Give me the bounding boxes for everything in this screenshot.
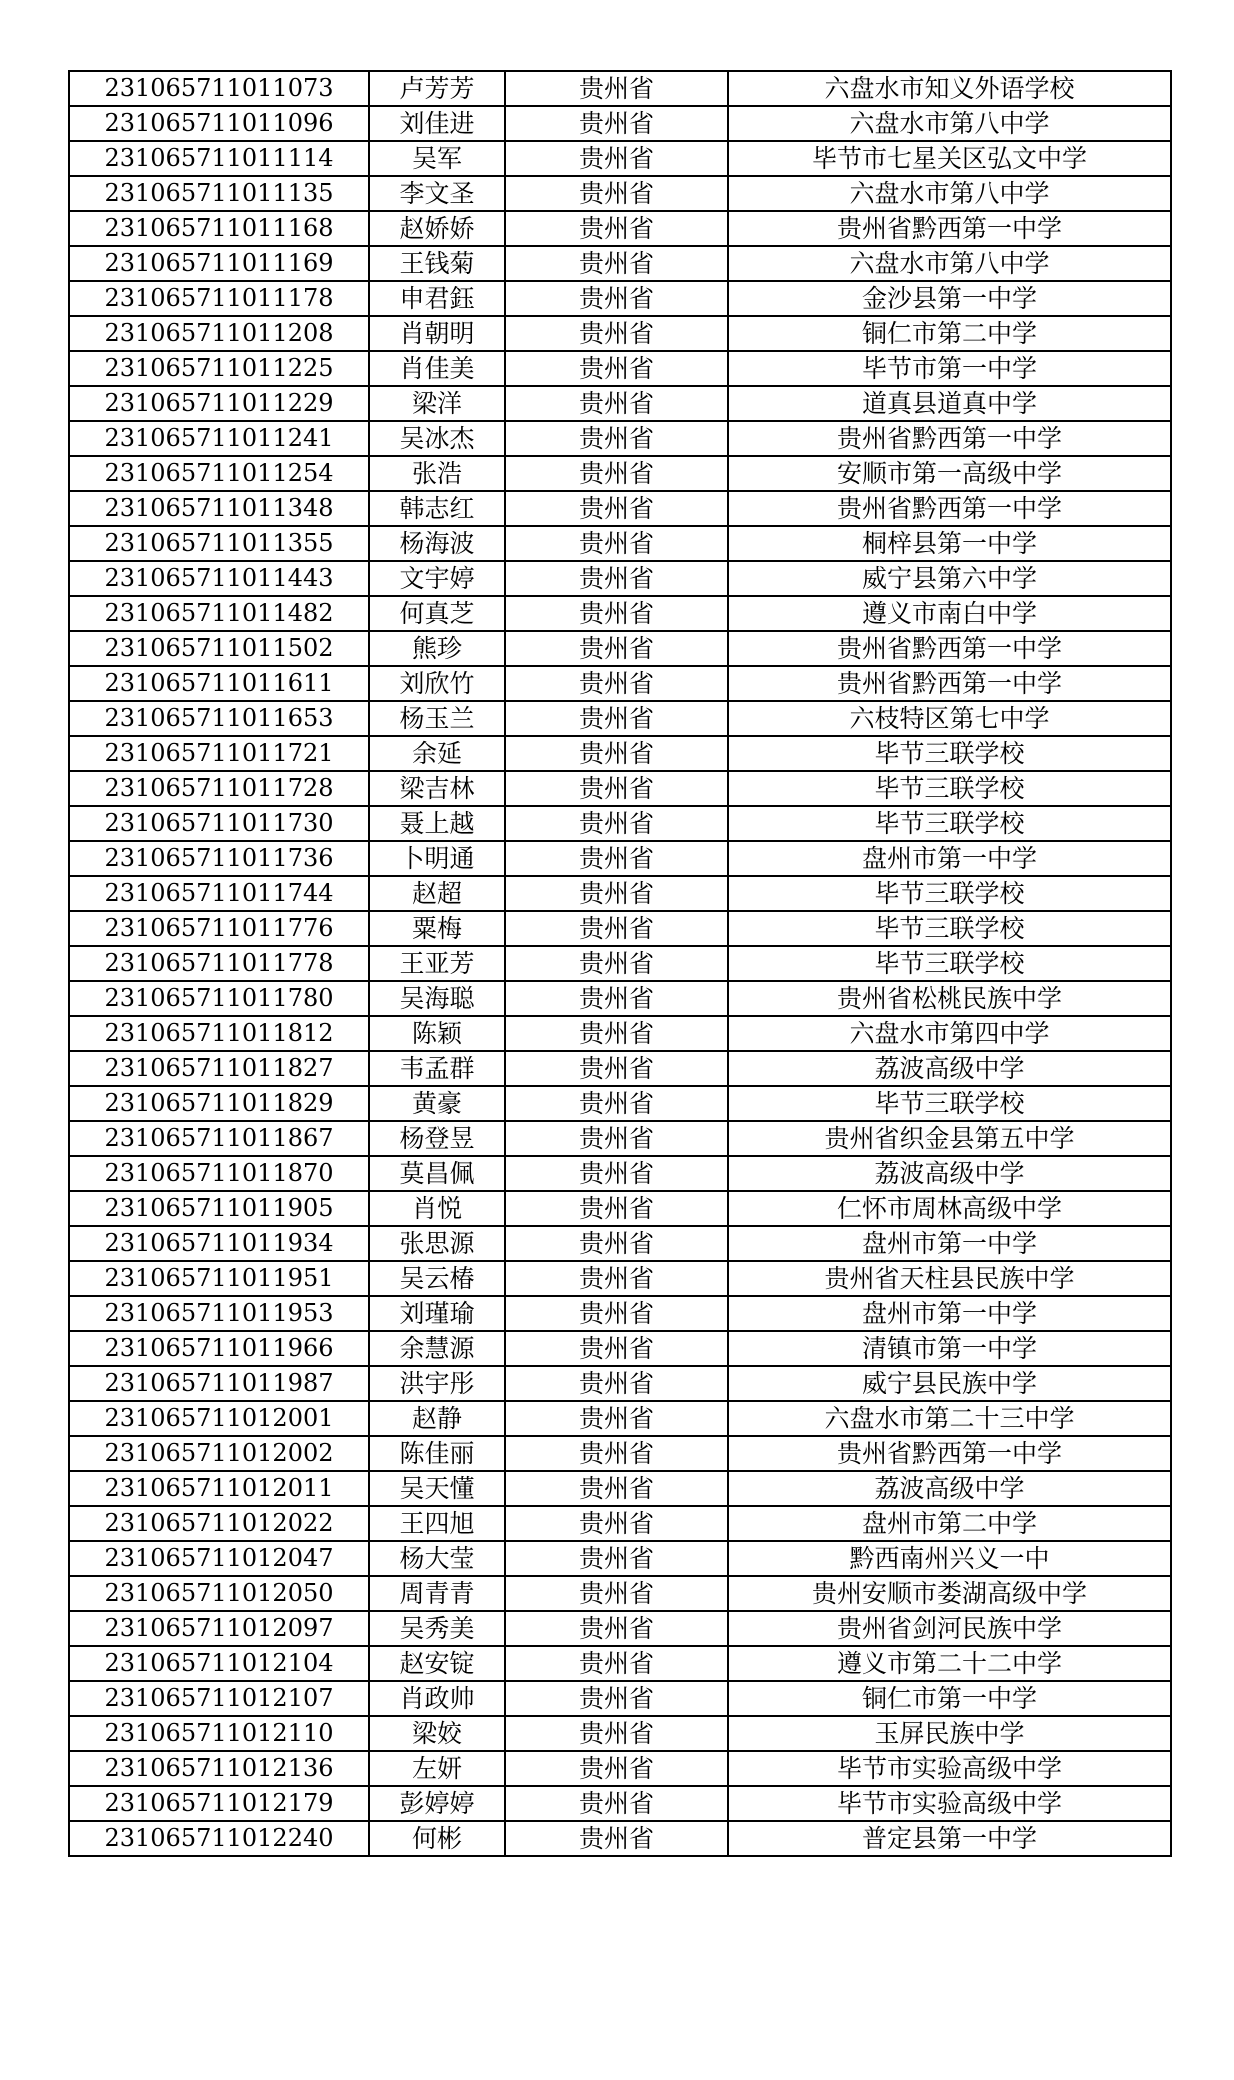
province-cell: 贵州省 (505, 281, 728, 316)
student-name-cell: 左妍 (369, 1751, 505, 1786)
province-cell: 贵州省 (505, 806, 728, 841)
province-cell: 贵州省 (505, 141, 728, 176)
student-name-cell: 刘佳进 (369, 106, 505, 141)
school-cell: 玉屏民族中学 (728, 1716, 1171, 1751)
school-cell: 铜仁市第一中学 (728, 1681, 1171, 1716)
table-row (69, 106, 1171, 141)
table-row (69, 1226, 1171, 1261)
school-cell: 荔波高级中学 (728, 1471, 1171, 1506)
table-row (69, 1716, 1171, 1751)
student-name-cell: 赵安锭 (369, 1646, 505, 1681)
table-row (69, 1401, 1171, 1436)
table-row (69, 1821, 1171, 1856)
table-row (69, 456, 1171, 491)
school-cell: 毕节三联学校 (728, 946, 1171, 981)
province-cell: 贵州省 (505, 351, 728, 386)
school-cell: 六盘水市第八中学 (728, 246, 1171, 281)
school-cell: 六枝特区第七中学 (728, 701, 1171, 736)
table-row (69, 1436, 1171, 1471)
candidate-id-cell: 231065711012110 (69, 1716, 369, 1751)
table-row (69, 1086, 1171, 1121)
province-cell: 贵州省 (505, 1541, 728, 1576)
table-row (69, 736, 1171, 771)
school-cell: 铜仁市第二中学 (728, 316, 1171, 351)
student-name-cell: 杨海波 (369, 526, 505, 561)
student-name-cell: 熊珍 (369, 631, 505, 666)
school-cell: 毕节三联学校 (728, 911, 1171, 946)
table-row (69, 1611, 1171, 1646)
province-cell: 贵州省 (505, 421, 728, 456)
table-row (69, 841, 1171, 876)
school-cell: 威宁县第六中学 (728, 561, 1171, 596)
candidate-id-cell: 231065711012047 (69, 1541, 369, 1576)
candidate-id-cell: 231065711011114 (69, 141, 369, 176)
candidate-id-cell: 231065711011178 (69, 281, 369, 316)
school-cell: 威宁县民族中学 (728, 1366, 1171, 1401)
school-cell: 桐梓县第一中学 (728, 526, 1171, 561)
student-name-cell: 刘欣竹 (369, 666, 505, 701)
table-row (69, 596, 1171, 631)
student-name-cell: 吴天懂 (369, 1471, 505, 1506)
candidate-id-cell: 231065711011744 (69, 876, 369, 911)
candidate-id-cell: 231065711011502 (69, 631, 369, 666)
province-cell: 贵州省 (505, 176, 728, 211)
school-cell: 毕节市第一中学 (728, 351, 1171, 386)
student-name-cell: 李文圣 (369, 176, 505, 211)
table-row (69, 1121, 1171, 1156)
student-name-cell: 何真芝 (369, 596, 505, 631)
table-row (69, 386, 1171, 421)
table-row (69, 1506, 1171, 1541)
table-row (69, 771, 1171, 806)
candidate-id-cell: 231065711011355 (69, 526, 369, 561)
table-row (69, 1541, 1171, 1576)
candidate-id-cell: 231065711011736 (69, 841, 369, 876)
candidate-id-cell: 231065711011966 (69, 1331, 369, 1366)
student-name-cell: 莫昌佩 (369, 1156, 505, 1191)
table-row (69, 631, 1171, 666)
table-row (69, 1296, 1171, 1331)
table-row (69, 1681, 1171, 1716)
school-cell: 遵义市第二十二中学 (728, 1646, 1171, 1681)
student-name-cell: 文宇婷 (369, 561, 505, 596)
table-row (69, 1261, 1171, 1296)
table-row (69, 141, 1171, 176)
student-name-cell: 刘瑾瑜 (369, 1296, 505, 1331)
candidate-id-cell: 231065711011987 (69, 1366, 369, 1401)
school-cell: 普定县第一中学 (728, 1821, 1171, 1856)
candidate-id-cell: 231065711011611 (69, 666, 369, 701)
candidate-id-cell: 231065711011951 (69, 1261, 369, 1296)
school-cell: 贵州省天柱县民族中学 (728, 1261, 1171, 1296)
student-name-cell: 梁洋 (369, 386, 505, 421)
student-name-cell: 杨登昱 (369, 1121, 505, 1156)
school-cell: 六盘水市知义外语学校 (728, 71, 1171, 106)
province-cell: 贵州省 (505, 1436, 728, 1471)
province-cell: 贵州省 (505, 1191, 728, 1226)
student-name-cell: 吴秀美 (369, 1611, 505, 1646)
province-cell: 贵州省 (505, 1086, 728, 1121)
province-cell: 贵州省 (505, 596, 728, 631)
province-cell: 贵州省 (505, 981, 728, 1016)
province-cell: 贵州省 (505, 456, 728, 491)
province-cell: 贵州省 (505, 1401, 728, 1436)
province-cell: 贵州省 (505, 1331, 728, 1366)
school-cell: 毕节三联学校 (728, 771, 1171, 806)
table-row (69, 1366, 1171, 1401)
province-cell: 贵州省 (505, 701, 728, 736)
candidate-id-cell: 231065711011208 (69, 316, 369, 351)
school-cell: 遵义市南白中学 (728, 596, 1171, 631)
student-name-cell: 肖佳美 (369, 351, 505, 386)
province-cell: 贵州省 (505, 1156, 728, 1191)
table-row (69, 1471, 1171, 1506)
table-row (69, 876, 1171, 911)
school-cell: 贵州省黔西第一中学 (728, 1436, 1171, 1471)
school-cell: 盘州市第一中学 (728, 841, 1171, 876)
province-cell: 贵州省 (505, 106, 728, 141)
province-cell: 贵州省 (505, 71, 728, 106)
school-cell: 贵州省黔西第一中学 (728, 491, 1171, 526)
candidate-id-cell: 231065711011953 (69, 1296, 369, 1331)
table-row (69, 911, 1171, 946)
student-name-cell: 韩志红 (369, 491, 505, 526)
school-cell: 毕节市七星关区弘文中学 (728, 141, 1171, 176)
school-cell: 荔波高级中学 (728, 1051, 1171, 1086)
school-cell: 金沙县第一中学 (728, 281, 1171, 316)
table-row (69, 281, 1171, 316)
province-cell: 贵州省 (505, 911, 728, 946)
candidate-id-cell: 231065711011728 (69, 771, 369, 806)
school-cell: 六盘水市第八中学 (728, 106, 1171, 141)
school-cell: 道真县道真中学 (728, 386, 1171, 421)
student-name-cell: 何彬 (369, 1821, 505, 1856)
candidate-id-cell: 231065711011812 (69, 1016, 369, 1051)
candidate-id-cell: 231065711012002 (69, 1436, 369, 1471)
province-cell: 贵州省 (505, 1471, 728, 1506)
candidate-id-cell: 231065711011905 (69, 1191, 369, 1226)
province-cell: 贵州省 (505, 1611, 728, 1646)
province-cell: 贵州省 (505, 1366, 728, 1401)
student-name-cell: 王钱菊 (369, 246, 505, 281)
school-cell: 贵州省松桃民族中学 (728, 981, 1171, 1016)
candidate-id-cell: 231065711011168 (69, 211, 369, 246)
student-name-cell: 陈佳丽 (369, 1436, 505, 1471)
student-name-cell: 卢芳芳 (369, 71, 505, 106)
school-cell: 贵州安顺市娄湖高级中学 (728, 1576, 1171, 1611)
table-row (69, 1016, 1171, 1051)
school-cell: 贵州省黔西第一中学 (728, 211, 1171, 246)
province-cell: 贵州省 (505, 1646, 728, 1681)
school-cell: 盘州市第一中学 (728, 1296, 1171, 1331)
table-row (69, 316, 1171, 351)
candidate-id-cell: 231065711011254 (69, 456, 369, 491)
candidate-id-cell: 231065711012001 (69, 1401, 369, 1436)
table-row (69, 1786, 1171, 1821)
table-row (69, 421, 1171, 456)
student-list-table (68, 70, 1172, 1857)
table-row (69, 71, 1171, 106)
candidate-id-cell: 231065711012104 (69, 1646, 369, 1681)
school-cell: 毕节三联学校 (728, 876, 1171, 911)
student-name-cell: 吴军 (369, 141, 505, 176)
candidate-id-cell: 231065711011096 (69, 106, 369, 141)
province-cell: 贵州省 (505, 1716, 728, 1751)
province-cell: 贵州省 (505, 1506, 728, 1541)
student-name-cell: 赵超 (369, 876, 505, 911)
candidate-id-cell: 231065711011934 (69, 1226, 369, 1261)
province-cell: 贵州省 (505, 1121, 728, 1156)
candidate-id-cell: 231065711011867 (69, 1121, 369, 1156)
student-name-cell: 杨大莹 (369, 1541, 505, 1576)
candidate-id-cell: 231065711012050 (69, 1576, 369, 1611)
candidate-id-cell: 231065711011348 (69, 491, 369, 526)
student-name-cell: 梁姣 (369, 1716, 505, 1751)
province-cell: 贵州省 (505, 1261, 728, 1296)
candidate-id-cell: 231065711012240 (69, 1821, 369, 1856)
province-cell: 贵州省 (505, 1016, 728, 1051)
student-name-cell: 韦孟群 (369, 1051, 505, 1086)
school-cell: 盘州市第一中学 (728, 1226, 1171, 1261)
table-row (69, 491, 1171, 526)
school-cell: 毕节三联学校 (728, 736, 1171, 771)
student-name-cell: 王亚芳 (369, 946, 505, 981)
table-row (69, 561, 1171, 596)
province-cell: 贵州省 (505, 946, 728, 981)
school-cell: 黔西南州兴义一中 (728, 1541, 1171, 1576)
student-name-cell: 吴海聪 (369, 981, 505, 1016)
table-row (69, 246, 1171, 281)
province-cell: 贵州省 (505, 316, 728, 351)
candidate-id-cell: 231065711011135 (69, 176, 369, 211)
student-name-cell: 申君鈺 (369, 281, 505, 316)
school-cell: 贵州省剑河民族中学 (728, 1611, 1171, 1646)
student-name-cell: 吴冰杰 (369, 421, 505, 456)
candidate-id-cell: 231065711011827 (69, 1051, 369, 1086)
student-name-cell: 梁吉林 (369, 771, 505, 806)
student-name-cell: 肖朝明 (369, 316, 505, 351)
province-cell: 贵州省 (505, 631, 728, 666)
candidate-id-cell: 231065711012136 (69, 1751, 369, 1786)
table-row (69, 1156, 1171, 1191)
student-name-cell: 卜明通 (369, 841, 505, 876)
student-name-cell: 肖悦 (369, 1191, 505, 1226)
student-name-cell: 洪宇彤 (369, 1366, 505, 1401)
province-cell: 贵州省 (505, 1786, 728, 1821)
province-cell: 贵州省 (505, 1681, 728, 1716)
table-row (69, 526, 1171, 561)
table-row (69, 211, 1171, 246)
candidate-id-cell: 231065711011730 (69, 806, 369, 841)
candidate-id-cell: 231065711012107 (69, 1681, 369, 1716)
school-cell: 六盘水市第二十三中学 (728, 1401, 1171, 1436)
province-cell: 贵州省 (505, 771, 728, 806)
student-name-cell: 余延 (369, 736, 505, 771)
candidate-id-cell: 231065711011780 (69, 981, 369, 1016)
candidate-id-cell: 231065711011443 (69, 561, 369, 596)
school-cell: 毕节三联学校 (728, 806, 1171, 841)
student-name-cell: 杨玉兰 (369, 701, 505, 736)
school-cell: 六盘水市第四中学 (728, 1016, 1171, 1051)
candidate-id-cell: 231065711012022 (69, 1506, 369, 1541)
student-name-cell: 彭婷婷 (369, 1786, 505, 1821)
table-row (69, 1646, 1171, 1681)
province-cell: 贵州省 (505, 561, 728, 596)
student-name-cell: 粟梅 (369, 911, 505, 946)
province-cell: 贵州省 (505, 1821, 728, 1856)
candidate-id-cell: 231065711011169 (69, 246, 369, 281)
school-cell: 荔波高级中学 (728, 1156, 1171, 1191)
table-row (69, 1191, 1171, 1226)
province-cell: 贵州省 (505, 1051, 728, 1086)
student-name-cell: 黄豪 (369, 1086, 505, 1121)
province-cell: 贵州省 (505, 526, 728, 561)
province-cell: 贵州省 (505, 1296, 728, 1331)
candidate-id-cell: 231065711012179 (69, 1786, 369, 1821)
student-name-cell: 王四旭 (369, 1506, 505, 1541)
student-name-cell: 赵娇娇 (369, 211, 505, 246)
candidate-id-cell: 231065711011229 (69, 386, 369, 421)
table-row (69, 946, 1171, 981)
table-row (69, 806, 1171, 841)
school-cell: 毕节市实验高级中学 (728, 1786, 1171, 1821)
table-row (69, 176, 1171, 211)
school-cell: 贵州省织金县第五中学 (728, 1121, 1171, 1156)
school-cell: 仁怀市周林高级中学 (728, 1191, 1171, 1226)
province-cell: 贵州省 (505, 1576, 728, 1611)
student-name-cell: 周青青 (369, 1576, 505, 1611)
province-cell: 贵州省 (505, 386, 728, 421)
student-name-cell: 聂上越 (369, 806, 505, 841)
school-cell: 贵州省黔西第一中学 (728, 631, 1171, 666)
candidate-id-cell: 231065711011073 (69, 71, 369, 106)
school-cell: 盘州市第二中学 (728, 1506, 1171, 1541)
table-row (69, 1751, 1171, 1786)
table-row (69, 1051, 1171, 1086)
candidate-id-cell: 231065711011241 (69, 421, 369, 456)
table-row (69, 1576, 1171, 1611)
table-row (69, 351, 1171, 386)
student-name-cell: 肖政帅 (369, 1681, 505, 1716)
candidate-id-cell: 231065711012011 (69, 1471, 369, 1506)
school-cell: 安顺市第一高级中学 (728, 456, 1171, 491)
province-cell: 贵州省 (505, 1751, 728, 1786)
candidate-id-cell: 231065711011829 (69, 1086, 369, 1121)
student-name-cell: 张思源 (369, 1226, 505, 1261)
candidate-id-cell: 231065711011776 (69, 911, 369, 946)
school-cell: 贵州省黔西第一中学 (728, 666, 1171, 701)
candidate-id-cell: 231065711011653 (69, 701, 369, 736)
province-cell: 贵州省 (505, 246, 728, 281)
candidate-id-cell: 231065711011482 (69, 596, 369, 631)
table-body (69, 71, 1171, 1856)
school-cell: 清镇市第一中学 (728, 1331, 1171, 1366)
student-name-cell: 张浩 (369, 456, 505, 491)
student-name-cell: 赵静 (369, 1401, 505, 1436)
table-row (69, 981, 1171, 1016)
student-name-cell: 余慧源 (369, 1331, 505, 1366)
candidate-id-cell: 231065711011870 (69, 1156, 369, 1191)
province-cell: 贵州省 (505, 666, 728, 701)
candidate-id-cell: 231065711012097 (69, 1611, 369, 1646)
candidate-id-cell: 231065711011225 (69, 351, 369, 386)
province-cell: 贵州省 (505, 736, 728, 771)
school-cell: 贵州省黔西第一中学 (728, 421, 1171, 456)
school-cell: 六盘水市第八中学 (728, 176, 1171, 211)
province-cell: 贵州省 (505, 491, 728, 526)
table-row (69, 701, 1171, 736)
candidate-id-cell: 231065711011721 (69, 736, 369, 771)
student-name-cell: 陈颖 (369, 1016, 505, 1051)
province-cell: 贵州省 (505, 841, 728, 876)
student-name-cell: 吴云椿 (369, 1261, 505, 1296)
table-row (69, 666, 1171, 701)
province-cell: 贵州省 (505, 1226, 728, 1261)
province-cell: 贵州省 (505, 211, 728, 246)
province-cell: 贵州省 (505, 876, 728, 911)
school-cell: 毕节市实验高级中学 (728, 1751, 1171, 1786)
candidate-id-cell: 231065711011778 (69, 946, 369, 981)
school-cell: 毕节三联学校 (728, 1086, 1171, 1121)
table-row (69, 1331, 1171, 1366)
